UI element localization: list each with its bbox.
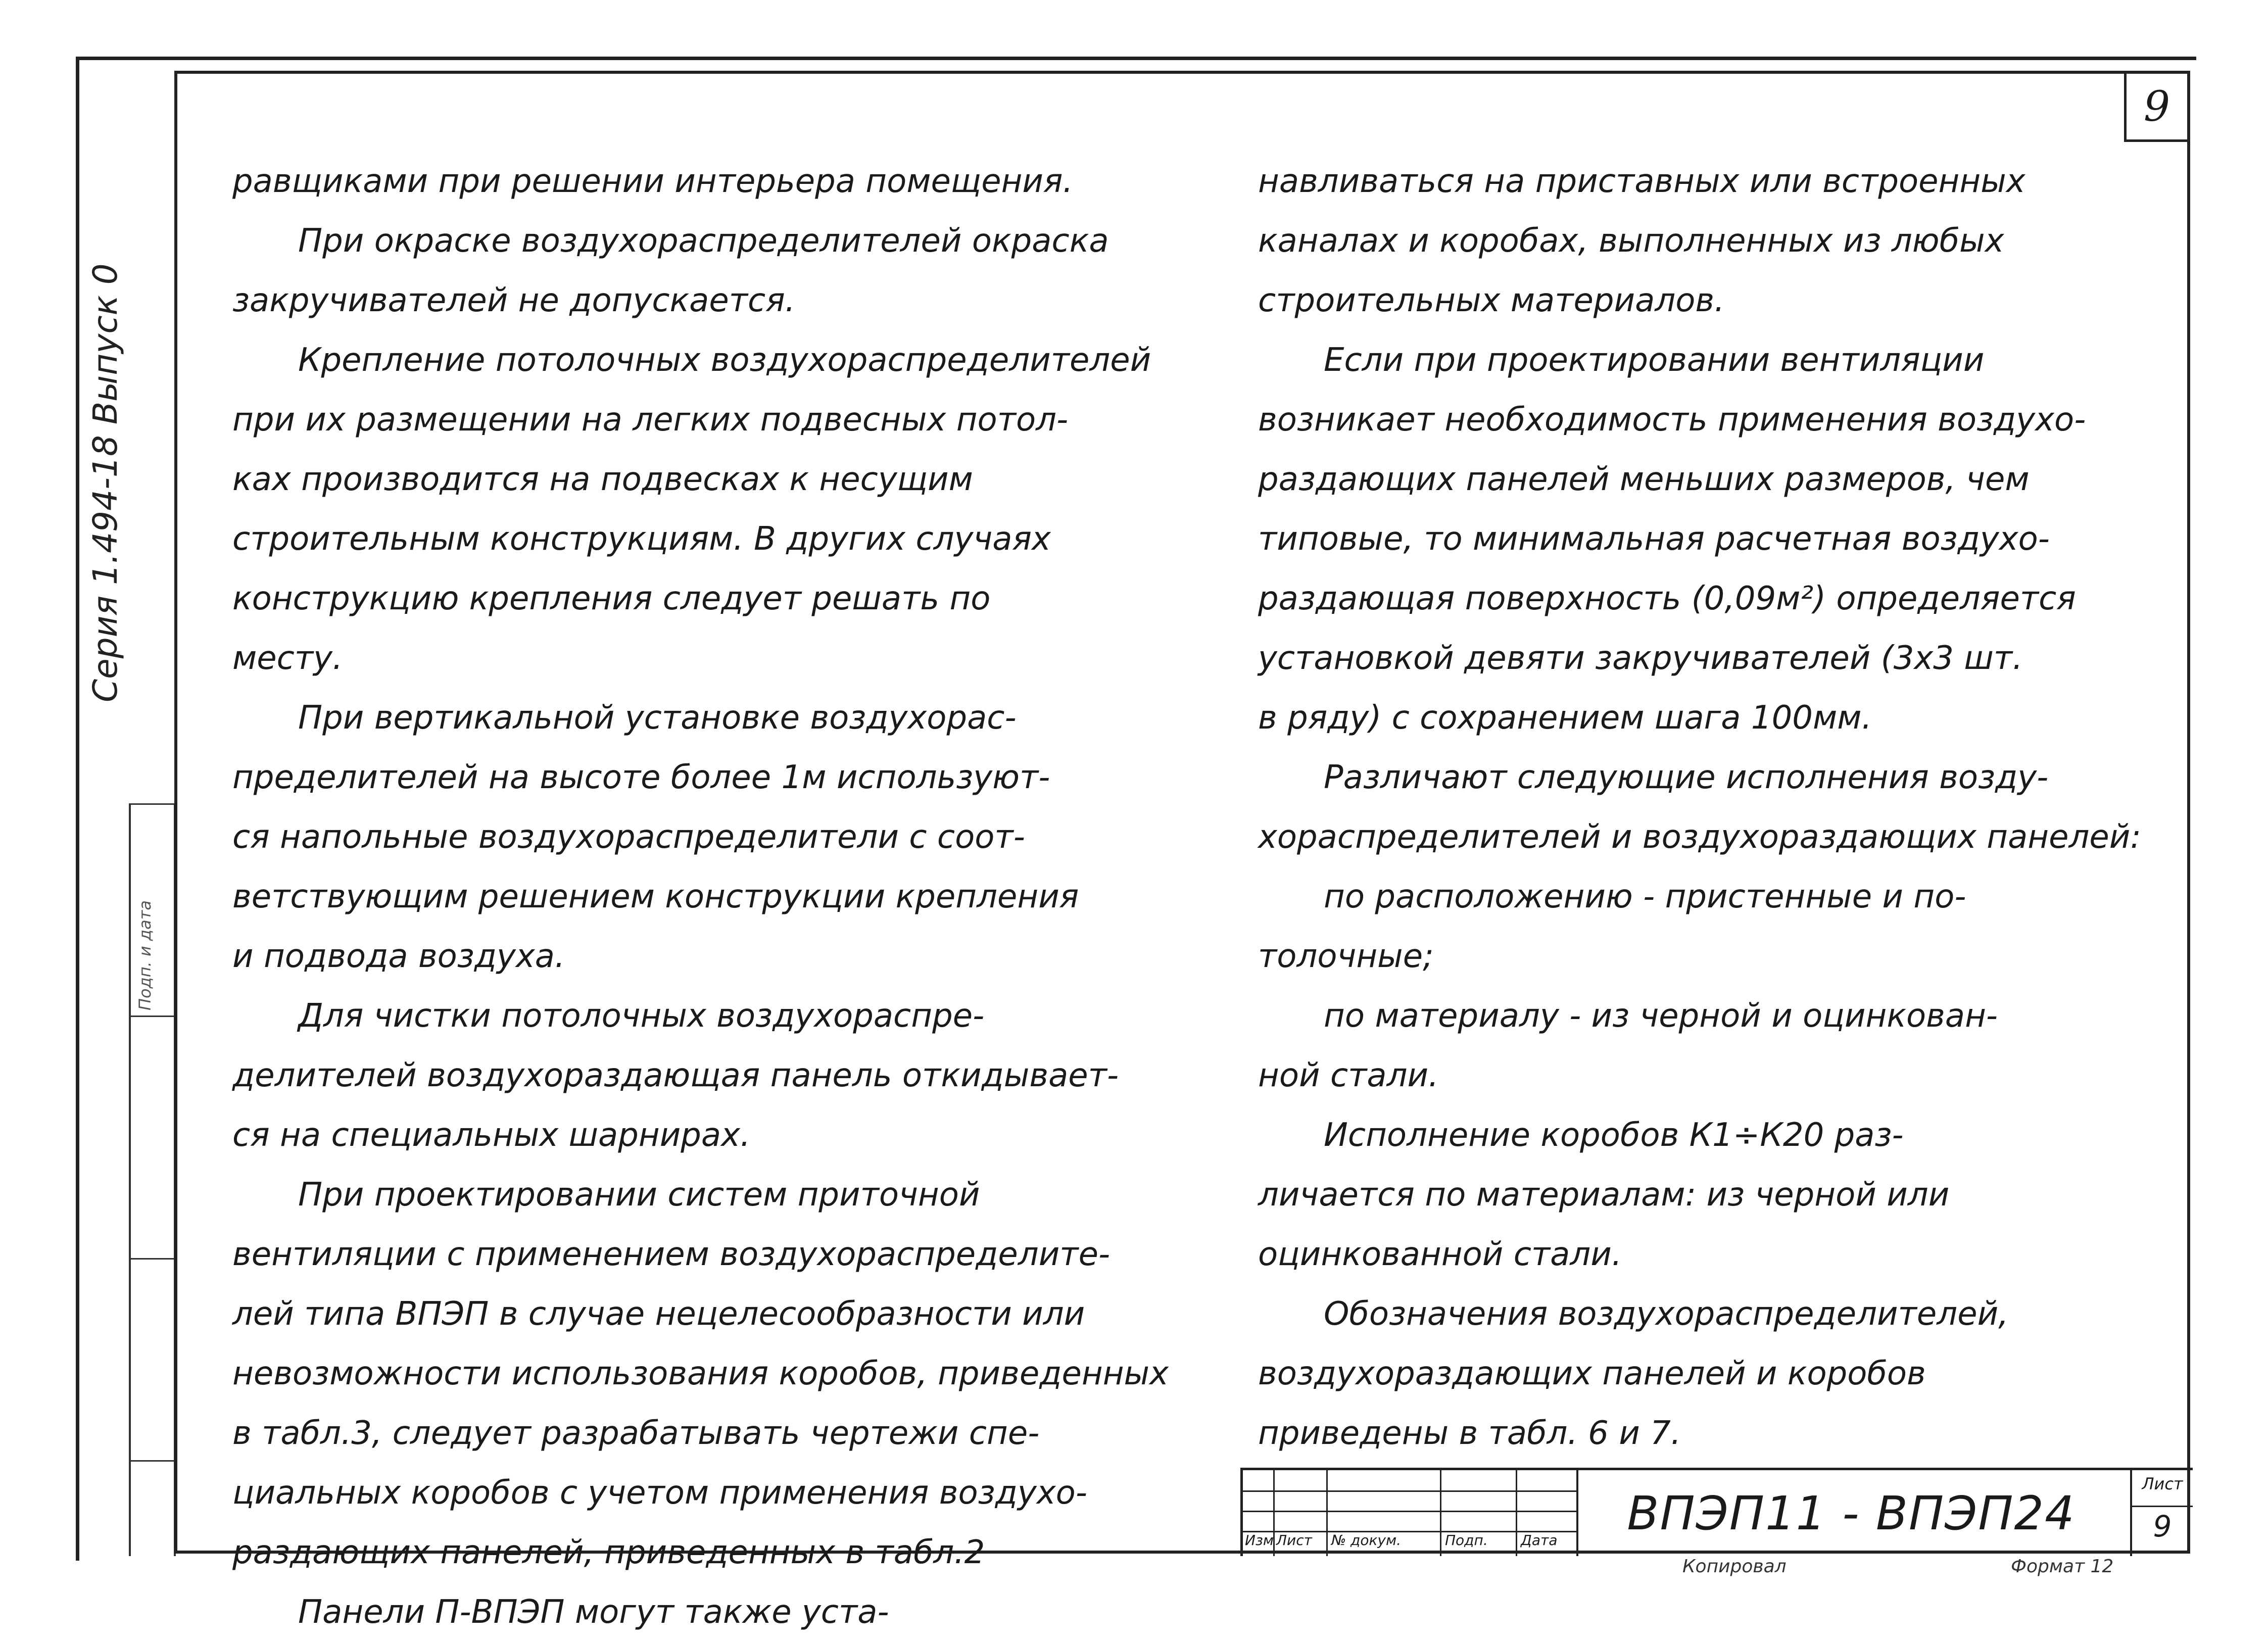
stamp-strip-text: Подп. и дата <box>135 900 155 1010</box>
text-line: в табл.3, следует разрабатывать чертежи спе- <box>232 1415 1040 1452</box>
text-line: невозможности использования коробов, приведенных <box>232 1355 1169 1392</box>
text-line: установкой девяти закручивателей (3х3 шт. <box>1258 640 2023 677</box>
label-sheet: Лист <box>1276 1532 1312 1549</box>
text-line: равщиками при решении интерьера помещения. <box>232 163 1073 200</box>
text-line: Различают следующие исполнения возду- <box>1324 759 2049 796</box>
text-line: вентиляции с применением воздухораспределите- <box>232 1236 1111 1273</box>
text-line: При окраске воздухораспределителей окраска <box>298 222 1109 260</box>
text-line: ках производится на подвесках к несущим <box>232 461 973 498</box>
text-line: ветствующим решением конструкции крепления <box>232 878 1079 915</box>
text-line: закручивателей не допускается. <box>232 282 796 319</box>
text-line: При вертикальной установке воздухорас- <box>298 699 1017 737</box>
text-line: лей типа ВПЭП в случае нецелесообразности или <box>232 1295 1085 1333</box>
series-label: Серия 1.494-18 Выпуск 0 <box>86 263 125 702</box>
text-line: месту. <box>232 640 343 677</box>
text-line: каналах и коробах, выполненных из любых <box>1258 222 2004 260</box>
right-text-column <box>1258 152 2147 1463</box>
text-line: циальных коробов с учетом применения воздухо- <box>232 1474 1087 1512</box>
text-line: При проектировании систем приточной <box>298 1176 980 1214</box>
text-line: возникает необходимость применения воздухо- <box>1258 401 2086 439</box>
text-line: пределителей на высоте более 1м используют- <box>232 759 1050 796</box>
text-line: делителей воздухораздающая панель откидывает- <box>232 1057 1119 1094</box>
text-line: хораспределителей и воздухораздающих панелей: <box>1258 818 2141 856</box>
sheet-label: Лист <box>2142 1474 2183 1493</box>
text-line: строительных материалов. <box>1258 282 1725 319</box>
sheet-value: 9 <box>2132 1506 2193 1543</box>
text-line: раздающих панелей меньших размеров, чем <box>1258 461 2030 498</box>
text-line: ся напольные воздухораспределители с соот- <box>232 818 1025 856</box>
document-code: ВПЭП11 - ВПЭП24 <box>1576 1470 2124 1556</box>
text-line: Исполнение коробов К1÷К20 раз- <box>1324 1117 1904 1154</box>
text-line: раздающая поверхность (0,09м²) определяется <box>1258 580 2076 617</box>
text-line: толочные; <box>1258 938 1434 975</box>
text-line: конструкцию крепления следует решать по <box>232 580 991 617</box>
text-line: в ряду) с сохранением шага 100мм. <box>1258 699 1872 737</box>
text-line: по расположению - пристенные и по- <box>1324 878 1966 915</box>
footer-copied: Копировал <box>1682 1556 1787 1577</box>
text-line: ся на специальных шарнирах. <box>232 1117 751 1154</box>
text-line: типовые, то минимальная расчетная воздухо- <box>1258 520 2050 558</box>
text-line: по материалу - из черной и оцинкован- <box>1324 997 1998 1035</box>
text-line: приведены в табл. 6 и 7. <box>1258 1415 1681 1452</box>
left-text-column <box>232 152 1182 1642</box>
text-line: Крепление потолочных воздухораспределителей <box>298 342 1151 379</box>
text-line: Панели П-ВПЭП могут также уста- <box>298 1593 889 1631</box>
text-line: Обозначения воздухораспределителей, <box>1324 1295 2009 1333</box>
label-date: Дата <box>1521 1532 1558 1549</box>
sheet-number-cell <box>2130 1470 2193 1556</box>
text-line: Если при проектировании вентиляции <box>1324 342 1985 379</box>
title-block <box>1240 1468 2193 1556</box>
text-line: строительным конструкциям. В других случаях <box>232 520 1051 558</box>
label-doc-number: № докум. <box>1331 1532 1402 1549</box>
text-line: ной стали. <box>1258 1057 1439 1094</box>
text-line: Для чистки потолочных воздухораспре- <box>298 997 985 1035</box>
page-number: 9 <box>2124 74 2187 142</box>
text-line: раздающих панелей, приведенных в табл.2 <box>232 1534 985 1571</box>
text-line: оцинкованной стали. <box>1258 1236 1622 1273</box>
text-line: при их размещении на легких подвесных потол- <box>232 401 1069 439</box>
title-block-grid <box>1243 1470 1576 1556</box>
label-change: Изм <box>1245 1532 1274 1549</box>
text-line: навливаться на приставных или встроенных <box>1258 163 2025 200</box>
text-line: и подвода воздуха. <box>232 938 565 975</box>
label-signature: Подп. <box>1445 1532 1488 1549</box>
footer-format: Формат 12 <box>2011 1556 2114 1577</box>
text-line: воздухораздающих панелей и коробов <box>1258 1355 1926 1392</box>
text-line: личается по материалам: из черной или <box>1258 1176 1950 1214</box>
title-block-labels <box>1243 1531 1576 1556</box>
